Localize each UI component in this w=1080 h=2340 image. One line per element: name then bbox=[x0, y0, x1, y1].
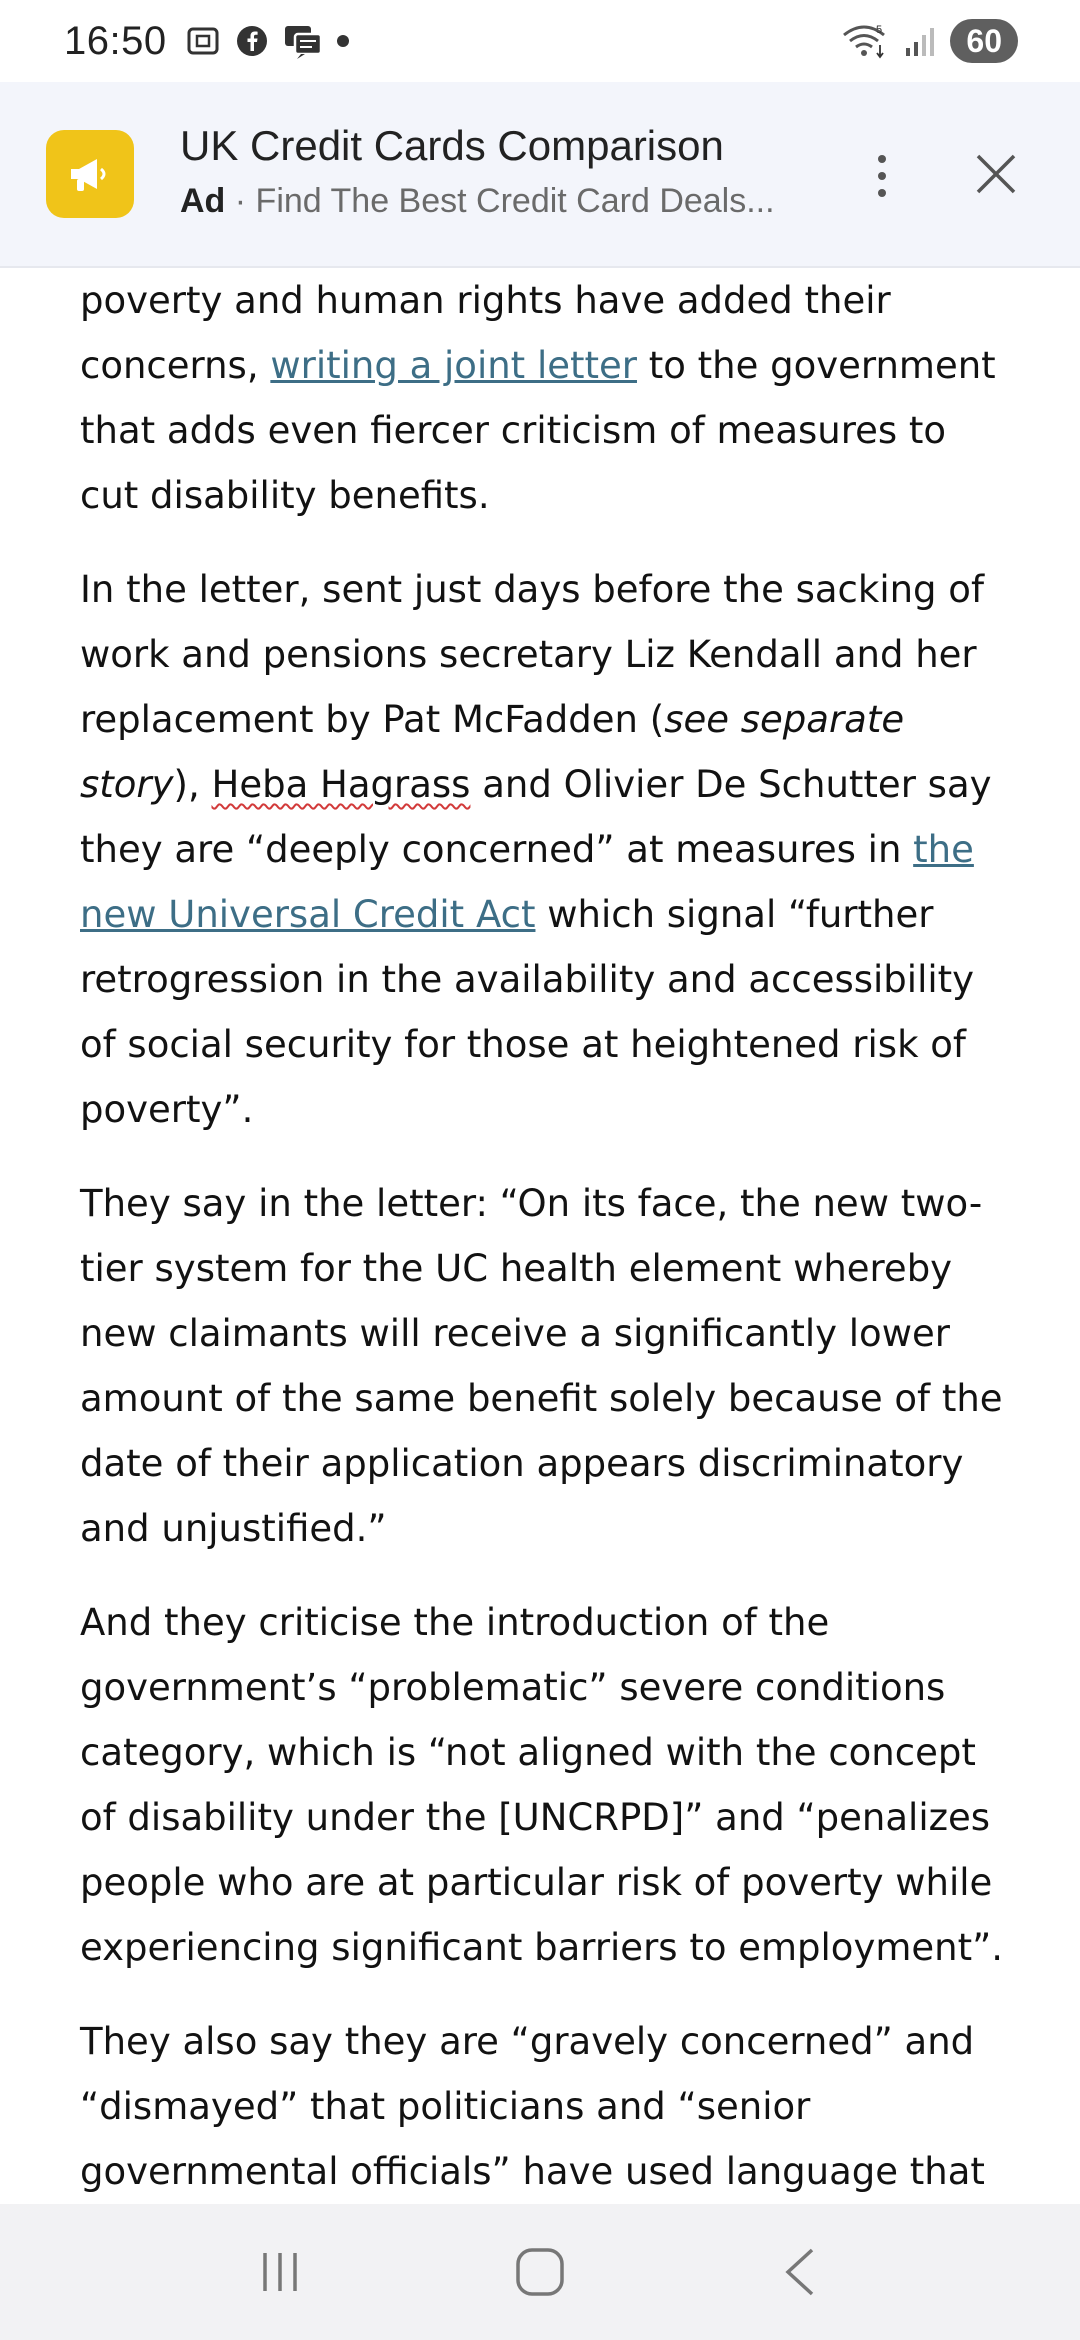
recent-apps-icon bbox=[255, 2247, 305, 2297]
recent-apps-button[interactable] bbox=[220, 2227, 340, 2317]
screenshot-icon bbox=[185, 23, 221, 59]
notification-dot bbox=[337, 35, 349, 47]
ad-label: Ad bbox=[180, 182, 226, 220]
ad-banner[interactable] bbox=[0, 82, 1080, 268]
navigation-bar bbox=[0, 2204, 1080, 2340]
article-body bbox=[80, 268, 1010, 2233]
back-button[interactable] bbox=[740, 2227, 860, 2317]
paragraph-text: ), bbox=[173, 763, 212, 806]
system-icons bbox=[840, 19, 1018, 63]
wifi-label: 5 bbox=[876, 24, 883, 36]
home-icon bbox=[514, 2246, 566, 2298]
back-icon bbox=[780, 2246, 820, 2298]
article-paragraph: And they criticise the introduction of the government’s “problematic” severe conditions category, which is “not aligned with the concept of disability under the [UNCRPD]” and “penalizes people who are at particular risk of poverty while experiencing significant barriers to employment”. bbox=[80, 1601, 1004, 1969]
paragraph-text: to the government that adds even fiercer criticism of measures to cut disability benefits. bbox=[80, 344, 996, 517]
article-paragraph: They also say they are “gravely concerned” and “dismayed” that politicians and “senior governmental officials” have used language that bbox=[80, 2020, 985, 2193]
ad-title[interactable]: UK Credit Cards Comparison bbox=[180, 122, 724, 169]
megaphone-icon bbox=[63, 147, 117, 201]
status-time: 16:50 bbox=[64, 18, 167, 63]
spellcheck-name: Heba Hagrass bbox=[211, 763, 471, 806]
paragraph-text: In the letter, sent just days before the sacking of work and pensions secretary Liz Kendall and her replacement by Pat McFadden ( bbox=[80, 568, 984, 741]
joint-letter-link[interactable]: writing a joint letter bbox=[270, 344, 637, 387]
ad-app-icon[interactable] bbox=[46, 130, 134, 218]
ad-more-options-icon[interactable] bbox=[862, 146, 902, 206]
signal-icon bbox=[902, 24, 936, 58]
wifi-icon bbox=[840, 21, 888, 61]
article-paragraph: They say in the letter: “On its face, the new two-tier system for the UC health element whereby new claimants will receive a significantly lower amount of the same benefit solely because of the date of their application appears discriminatory and unjustified.” bbox=[80, 1182, 1003, 1550]
ad-description: Find The Best Credit Card Deals... bbox=[255, 182, 775, 220]
universal-credit-act-link[interactable]: the new Universal Credit Act bbox=[80, 828, 974, 936]
article-paragraph bbox=[80, 557, 1010, 1142]
separate-story-note: see separate story bbox=[80, 698, 905, 806]
home-button[interactable] bbox=[480, 2227, 600, 2317]
messenger-icon bbox=[283, 23, 323, 59]
article-paragraph bbox=[80, 268, 1010, 528]
paragraph-text: which signal “further retrogression in the availability and accessibility of social security for those at heightened risk of poverty”. bbox=[80, 893, 975, 1131]
status-bar bbox=[0, 0, 1080, 82]
paragraph-text: poverty and human rights have added their concerns, bbox=[80, 279, 891, 387]
close-icon[interactable] bbox=[974, 152, 1018, 196]
battery-indicator: 60 bbox=[950, 19, 1018, 63]
ad-separator: · bbox=[225, 182, 256, 220]
paragraph-text: and Olivier De Schutter say they are “deeply concerned” at measures in bbox=[80, 763, 992, 871]
ad-subtitle[interactable] bbox=[180, 182, 775, 221]
facebook-icon bbox=[235, 24, 269, 58]
notification-icons bbox=[185, 23, 349, 59]
